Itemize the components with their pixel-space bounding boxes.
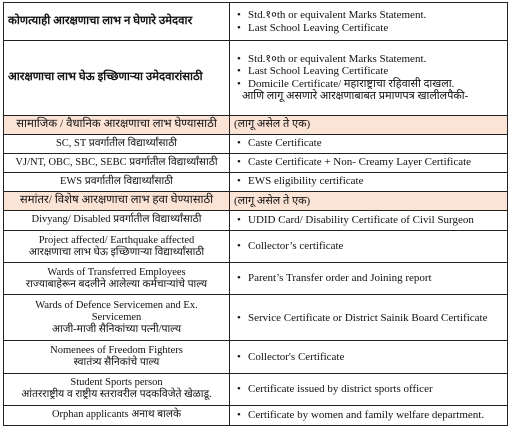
document-list [234, 156, 503, 169]
category-cell [4, 373, 230, 405]
table-row [4, 373, 508, 405]
category-label: Project affected/ Earthquake affected [38, 234, 195, 246]
table-row [4, 172, 508, 191]
category-label: स्वातंत्र्य सैनिकांचे पाल्य [73, 357, 160, 369]
document-item: • Parent’s Transfer order and Joining report [248, 272, 503, 285]
document-list [234, 9, 503, 34]
category-label: आरक्षणाचा लाभ घेऊ इच्छिणाऱ्या विद्यार्थ्यांसाठी [28, 246, 205, 258]
document-list [234, 240, 503, 253]
table-row [4, 231, 508, 263]
category-cell [4, 405, 230, 425]
category-cell [4, 41, 230, 115]
documents-cell [230, 341, 508, 373]
category-cell [4, 341, 230, 373]
document-item: • Service Certificate or District Sainik Board Certificate [248, 312, 503, 325]
documents-cell [230, 3, 508, 41]
section-header-note: (लागू असेल ते एक) [230, 115, 508, 134]
category-label: आरक्षणाचा लाभ घेऊ इच्छिणाऱ्या उमेदवारांसाठी [8, 71, 203, 84]
documents-cell [230, 210, 508, 230]
category-cell [4, 231, 230, 263]
category-label: EWS प्रवर्गातील विद्यार्थ्यांसाठी [59, 175, 174, 187]
documents-cell [230, 373, 508, 405]
table-row [4, 210, 508, 230]
category-label: आजी-माजी सैनिकांच्या पत्नी/पाल्य [51, 323, 182, 335]
table-row [4, 341, 508, 373]
document-item: • Caste Certificate + Non- Creamy Layer Certificate [248, 156, 503, 169]
document-item: • Last School Leaving Certificate [248, 65, 503, 78]
documents-cell [230, 153, 508, 172]
document-item: • Std.१०th or equivalent Marks Statement. [248, 53, 503, 66]
category-label: कोणत्याही आरक्षणाचा लाभ न घेणारे उमेदवार [8, 14, 193, 27]
documents-cell [230, 172, 508, 191]
documents-cell [230, 405, 508, 425]
category-label: Wards of Transferred Employees [47, 266, 186, 278]
section-header-text: सामाजिक / वैधानिक आरक्षणाचा लाभ घेण्यासाठी [16, 117, 217, 130]
document-item: • EWS eligibility certificate [248, 175, 503, 188]
document-item: • Domicile Certificate/ महाराष्ट्राचा रहिवासी दाखला. [248, 78, 503, 91]
document-item: • Last School Leaving Certificate [248, 22, 503, 35]
table-row [4, 41, 508, 115]
category-label: राज्याबाहेरून बदलीने आलेल्या कर्मचाऱ्यांचे पाल्य [25, 278, 208, 290]
category-label: SC, ST प्रवर्गातील विद्यार्थ्यांसाठी [55, 137, 178, 149]
category-label: Servicemen [91, 311, 142, 323]
document-item: • Std.१०th or equivalent Marks Statement. [248, 9, 503, 22]
document-item: • Collector's Certificate [248, 351, 503, 364]
document-item: • Collector’s certificate [248, 240, 503, 253]
category-label: आंतरराष्ट्रीय व राष्ट्रीय स्तरावरील पदकविजेते खेळाडू. [21, 389, 212, 401]
document-list [234, 383, 503, 396]
category-label: Wards of Defence Servicemen and Ex. [35, 299, 198, 311]
category-label: Student Sports person [70, 377, 163, 389]
document-list [234, 214, 503, 227]
document-item: • Certificate issued by district sports officer [248, 383, 503, 396]
category-cell [4, 295, 230, 341]
section-header-row [4, 191, 508, 210]
table-row [4, 153, 508, 172]
category-cell [4, 172, 230, 191]
documents-cell [230, 263, 508, 295]
document-requirements-table [3, 2, 508, 426]
documents-cell [230, 295, 508, 341]
document-item: • Certificate by women and family welfare department. [248, 409, 503, 422]
category-cell [4, 263, 230, 295]
document-list [234, 175, 503, 188]
section-header-text: समांतर/ विशेष आरक्षणाचा लाभ हवा घेण्यासाठी [19, 194, 214, 207]
category-label: Nomenees of Freedom Fighters [50, 344, 183, 356]
category-cell [4, 153, 230, 172]
table-row [4, 263, 508, 295]
document-list [234, 409, 503, 422]
table-row [4, 295, 508, 341]
category-cell [4, 210, 230, 230]
documents-cell [230, 41, 508, 115]
category-cell [4, 3, 230, 41]
section-header-label [4, 191, 230, 210]
document-item: • UDID Card/ Disability Certificate of Civil Surgeon [248, 214, 503, 227]
category-label: Divyang/ Disabled प्रवर्गातील विद्यार्थ्यांसाठी [31, 214, 202, 226]
section-header-label [4, 115, 230, 134]
table-row [4, 134, 508, 153]
document-list [234, 351, 503, 364]
document-list [234, 53, 503, 91]
category-label: VJ/NT, OBC, SBC, SEBC प्रवर्गातील विद्यार्थ्यांसाठी [15, 156, 218, 168]
section-header-note: (लागू असेल ते एक) [230, 191, 508, 210]
section-header-row [4, 115, 508, 134]
document-list [234, 312, 503, 325]
reservation-note: आणि लागू असणारे आरक्षणाबाबत प्रमाणपत्र खालीलपैकी- [242, 90, 469, 103]
documents-cell [230, 231, 508, 263]
document-list [234, 272, 503, 285]
table-row [4, 405, 508, 425]
category-label: Orphan applicants अनाथ बालके [51, 409, 182, 421]
documents-cell [230, 134, 508, 153]
table-row [4, 3, 508, 41]
category-cell [4, 134, 230, 153]
document-item: • Caste Certificate [248, 137, 503, 150]
document-list [234, 137, 503, 150]
